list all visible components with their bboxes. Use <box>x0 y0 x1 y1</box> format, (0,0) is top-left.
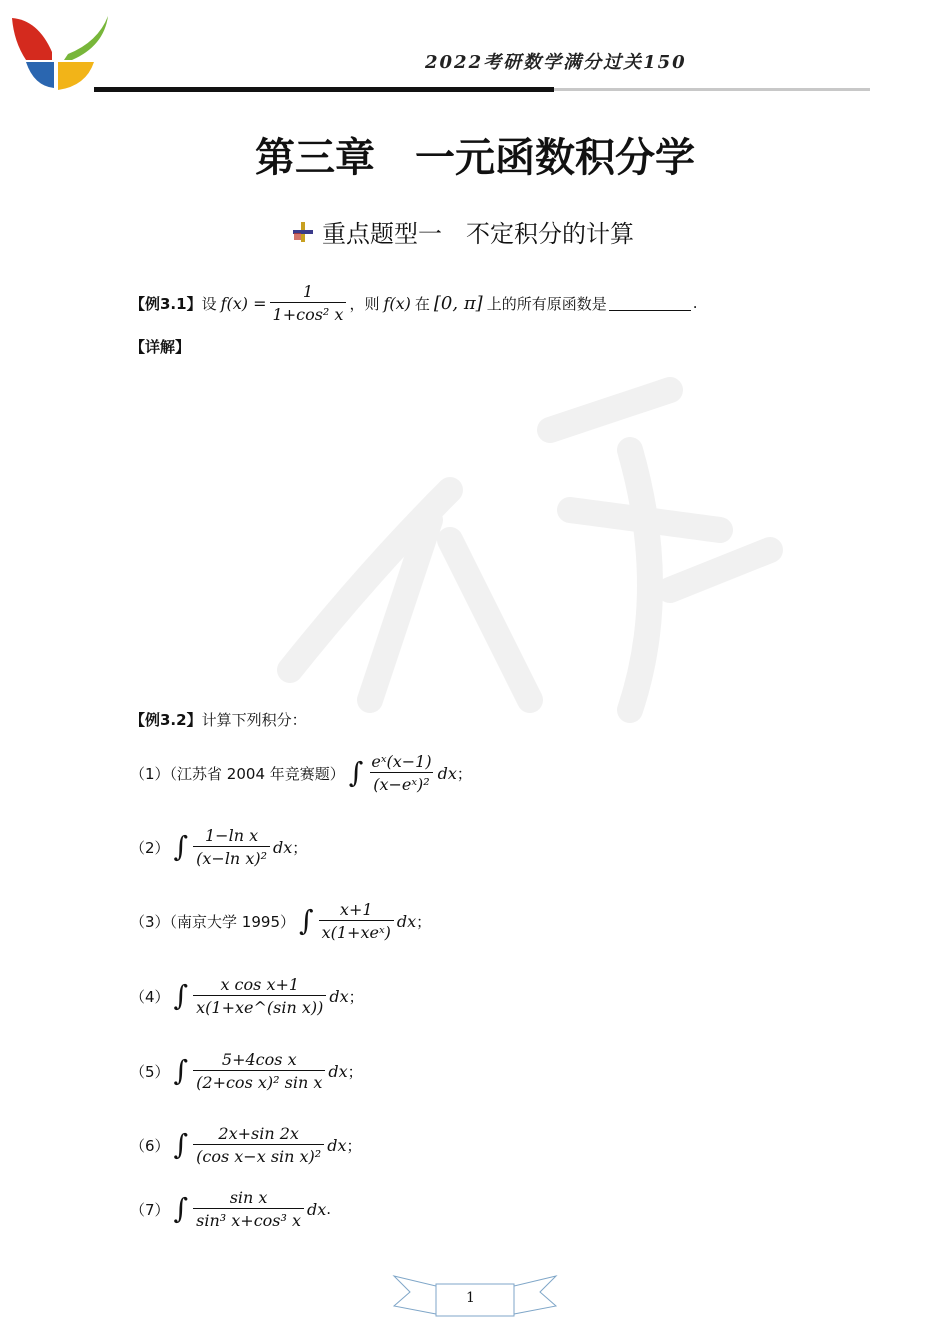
integral-sign: ∫ <box>173 979 189 1012</box>
item-prefix: （6） <box>130 1136 170 1155</box>
differential: dx <box>437 763 457 783</box>
denominator: x(1+xeˣ) <box>319 920 394 942</box>
integral-item <box>130 900 431 942</box>
fraction <box>193 975 326 1017</box>
example-3-1 <box>130 282 697 324</box>
example-text: 在 <box>414 294 430 313</box>
chapter-title: 第三章 一元函数积分学 <box>255 135 695 181</box>
example-text: 计算下列积分： <box>201 711 307 729</box>
integral-item <box>130 752 472 794</box>
footer-ribbon <box>392 1272 558 1322</box>
numerator: sin x <box>229 1188 268 1207</box>
integral-item <box>130 975 364 1017</box>
header-rule-light <box>554 88 870 91</box>
item-end: . <box>326 1200 332 1218</box>
differential: dx <box>327 1135 347 1155</box>
fraction <box>193 1050 325 1092</box>
denominator: (cos x−x sin x)² <box>193 1144 324 1166</box>
numerator: 5+4cos x <box>221 1050 297 1069</box>
numerator: 2x+sin 2x <box>218 1124 299 1143</box>
differential: dx <box>329 986 349 1006</box>
numerator: x+1 <box>339 900 373 919</box>
example-text: ，则 <box>349 294 380 313</box>
integral-item <box>130 1050 363 1092</box>
differential: dx <box>307 1199 327 1219</box>
item-end: ； <box>347 1062 363 1081</box>
denominator: sin³ x+cos³ x <box>193 1208 304 1230</box>
item-prefix: （2） <box>130 838 170 857</box>
numerator: 1−ln x <box>205 826 259 845</box>
denominator: (x−eˣ)² <box>370 772 432 794</box>
item-prefix: （4） <box>130 987 170 1006</box>
item-end: ； <box>346 1136 362 1155</box>
item-prefix: （7） <box>130 1200 170 1219</box>
integral-sign: ∫ <box>173 830 189 863</box>
item-end: ； <box>456 764 472 783</box>
item-prefix: （5） <box>130 1062 170 1081</box>
numerator: x cos x+1 <box>220 975 300 994</box>
example-3-2 <box>130 709 307 730</box>
watermark <box>250 370 790 770</box>
differential: dx <box>396 911 417 931</box>
differential: dx <box>273 837 293 857</box>
integral-sign: ∫ <box>173 1192 189 1225</box>
header-title: 2022考研数学满分过关150 <box>425 52 687 73</box>
fraction <box>193 826 270 868</box>
denominator: 1+cos² x <box>270 302 347 324</box>
function-expr: f(x) = <box>220 293 267 313</box>
integral-sign: ∫ <box>348 756 364 789</box>
page-number: 1 <box>466 1290 475 1306</box>
integral-item <box>130 826 307 868</box>
example-label: 【例3.1】 <box>130 294 202 313</box>
example-text: 设 <box>201 294 217 313</box>
numerator: 1 <box>302 282 314 301</box>
integral-item <box>130 1188 331 1230</box>
solution-label: 【详解】 <box>130 338 191 356</box>
header-rule-dark <box>94 87 554 92</box>
integral-item <box>130 1124 362 1166</box>
item-end: ； <box>416 912 432 931</box>
fraction <box>193 1124 324 1166</box>
item-end: ； <box>292 838 308 857</box>
answer-blank[interactable] <box>609 296 691 311</box>
fraction <box>193 1188 304 1230</box>
numerator: eˣ(x−1) <box>371 752 432 771</box>
differential: dx <box>328 1061 348 1081</box>
section-title: 重点题型一 不定积分的计算 <box>322 220 634 248</box>
fraction <box>270 282 347 324</box>
item-prefix: （3）（南京大学 1995） <box>130 912 295 931</box>
denominator: (2+cos x)² sin x <box>193 1070 325 1092</box>
item-end: ； <box>348 987 364 1006</box>
denominator: (x−ln x)² <box>193 846 270 868</box>
interval: [0, π] <box>433 292 483 314</box>
section-heading <box>292 214 634 249</box>
integral-sign: ∫ <box>299 904 314 937</box>
item-prefix: （1）（江苏省 2004 年竞赛题） <box>130 764 345 783</box>
example-text: 上的所有原函数是 <box>486 294 607 313</box>
publisher-logo <box>8 12 112 92</box>
example-end: . <box>692 294 698 312</box>
section-bullet-icon <box>292 221 314 243</box>
function-expr: f(x) <box>383 293 411 313</box>
integral-sign: ∫ <box>173 1128 189 1161</box>
example-label: 【例3.2】 <box>130 711 202 729</box>
fraction <box>319 900 394 942</box>
integral-sign: ∫ <box>173 1054 189 1087</box>
denominator: x(1+xe^(sin x)) <box>193 995 326 1017</box>
fraction <box>368 752 434 794</box>
